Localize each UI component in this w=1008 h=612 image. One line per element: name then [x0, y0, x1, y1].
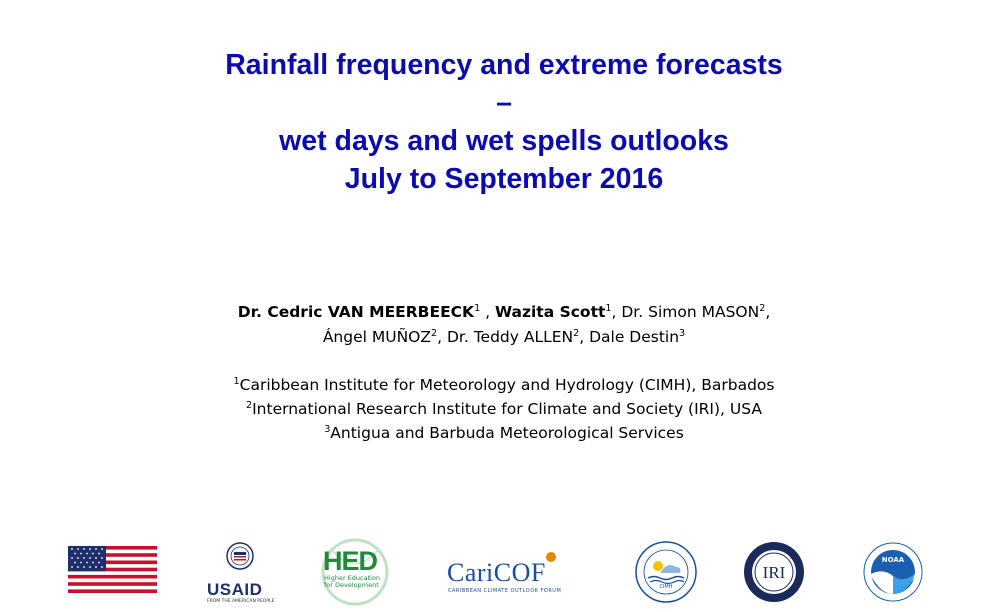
affiliation-3-text: Antigua and Barbuda Meteorological Services	[330, 424, 684, 442]
author-6: , Dale Destin	[579, 328, 680, 346]
author-line-1	[0, 300, 1008, 325]
us-flag-logo	[68, 546, 157, 593]
iri-seal-logo	[743, 541, 805, 603]
affiliation-1-text: Caribbean Institute for Meteorology and Hydrology (CIMH), Barbados	[239, 376, 775, 394]
usaid-wordmark: USAID	[207, 580, 263, 599]
usaid-logo	[207, 542, 277, 604]
title-line-1: Rainfall frequency and extreme forecasts	[225, 49, 783, 81]
author-3: , Dr. Simon MASON	[611, 303, 760, 321]
author-5: , Dr. Teddy ALLEN	[437, 328, 574, 346]
hed-tagline: Higher Education for Development	[324, 574, 381, 589]
author-list	[0, 300, 1008, 350]
hed-wordmark: HED	[323, 546, 378, 576]
author-6-affil: 3	[679, 327, 686, 339]
caricof-tagline: CARIBBEAN CLIMATE OUTLOOK FORUM	[448, 588, 562, 594]
affiliation-2-number: 2	[246, 399, 253, 411]
title-line-3: wet days and wet spells outlooks	[279, 125, 729, 157]
usaid-tagline: FROM THE AMERICAN PEOPLE	[207, 599, 275, 604]
cimh-seal-logo	[634, 540, 698, 604]
title-line-4: July to September 2016	[344, 163, 664, 195]
affiliation-3-number: 3	[324, 423, 331, 435]
author-4-affil: 2	[431, 327, 438, 339]
author-1-affil: 1	[474, 302, 481, 314]
usaid-seal-icon	[226, 542, 254, 570]
title-line-2: –	[496, 87, 512, 119]
noaa-label: NOAA	[881, 556, 905, 564]
affiliation-1	[0, 373, 1008, 397]
affiliation-2	[0, 397, 1008, 421]
author-5-affil: 2	[573, 327, 580, 339]
author-3-tail: ,	[765, 303, 771, 321]
caricof-wordmark: CariCOF	[447, 558, 546, 587]
noaa-seal-logo	[863, 542, 923, 602]
author-line-2	[0, 325, 1008, 350]
author-2-affil: 1	[605, 302, 612, 314]
presentation-title	[0, 46, 1008, 198]
caricof-logo	[447, 544, 567, 596]
hed-logo	[320, 538, 392, 606]
caricof-sun-icon	[542, 548, 560, 562]
author-1: Dr. Cedric VAN MEERBEECK	[237, 303, 475, 321]
cimh-label: CIMH	[659, 584, 673, 590]
author-separator: ,	[480, 303, 495, 321]
affiliation-1-number: 1	[233, 375, 240, 387]
affiliation-list	[0, 373, 1008, 445]
logo-bar	[0, 536, 1008, 606]
author-4: Ángel MUÑOZ	[322, 328, 431, 346]
affiliation-3	[0, 421, 1008, 445]
affiliation-2-text: International Research Institute for Climate and Society (IRI), USA	[252, 400, 762, 418]
author-3-affil: 2	[759, 302, 766, 314]
author-2: Wazita Scott	[494, 303, 606, 321]
iri-label: IRI	[762, 563, 786, 582]
